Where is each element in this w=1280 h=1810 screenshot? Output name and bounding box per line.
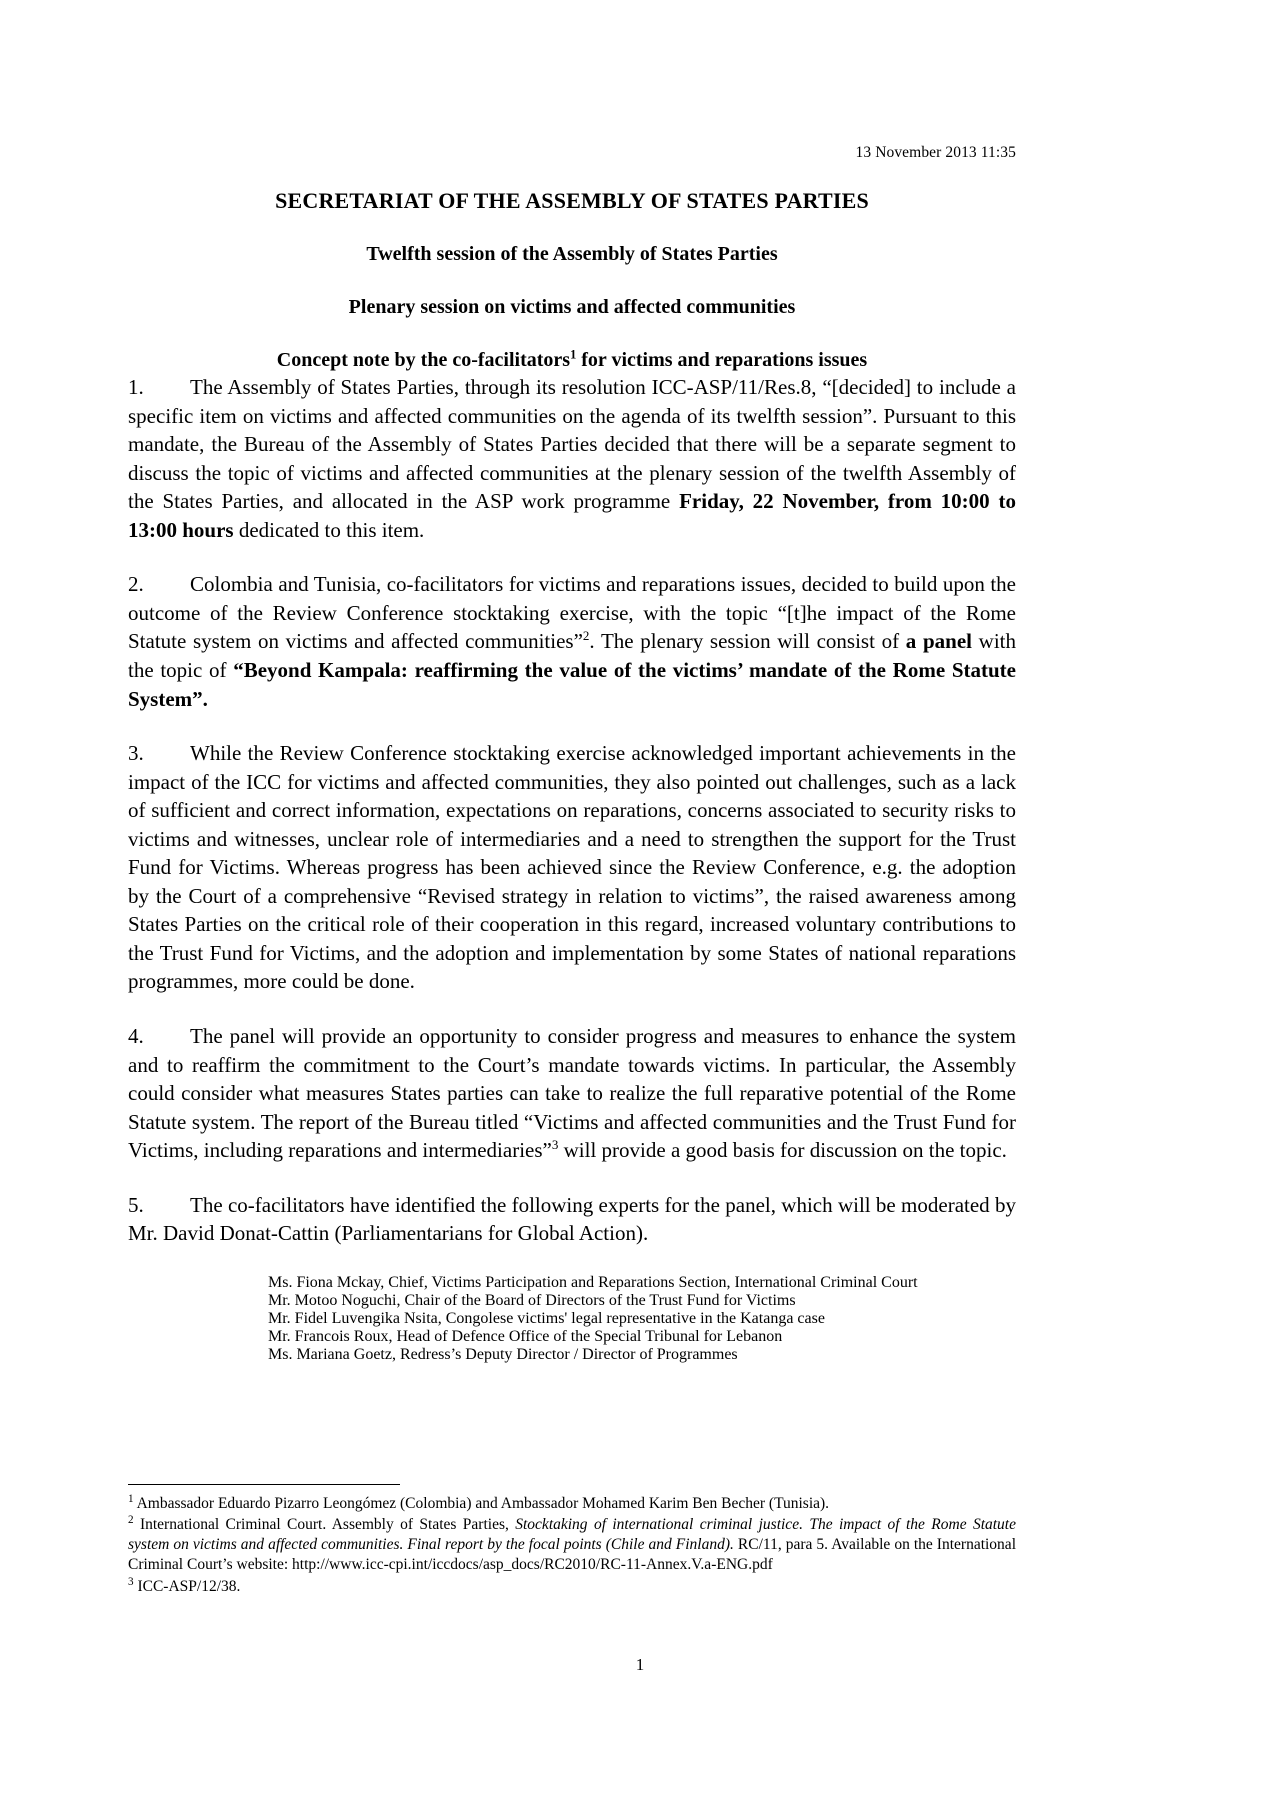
emphasis-bold: “Beyond Kampala: reaffirming the value of the victims’ mandate of the Rome Statute System”. — [128, 658, 1016, 711]
expert-list-item: Ms. Fiona Mckay, Chief, Victims Participation and Reparations Section, International Criminal Court — [268, 1273, 918, 1291]
session-subtitle: Twelfth session of the Assembly of States Parties — [366, 243, 778, 266]
text-run: Colombia and Tunisia, co-facilitators for victims and reparations issues, decided to build upon the outcome of the Review Conference stocktaking exercise, with the topic “[t]he impact of the Rome Statute system on victims and affected communities” — [128, 572, 1016, 654]
footnote-marker: 2 — [128, 1513, 134, 1526]
text-run: The co-facilitators have identified the following experts for the panel, which will be moderated by Mr. David Donat-Cattin (Parliamentarians for Global Action). — [128, 1192, 1016, 1246]
concept-note-text-before: Concept note by the co-facilitators — [276, 349, 571, 372]
document-body — [128, 0, 1016, 1364]
paragraph-2 — [128, 570, 1016, 713]
text-run: . The plenary session will consist of — [589, 629, 906, 654]
plenary-subtitle: Plenary session on victims and affected communities — [348, 296, 796, 319]
paragraph-4 — [128, 1022, 1016, 1165]
footnote-1 — [128, 1494, 1016, 1514]
footnote-separator — [128, 1484, 400, 1485]
expert-list-item: Ms. Mariana Goetz, Redress’s Deputy Director / Director of Programmes — [268, 1345, 738, 1363]
text-run: dedicated to this item. — [233, 517, 425, 542]
text-run: will provide a good basis for discussion on the topic. — [558, 1138, 1007, 1163]
expert-list-item: Mr. Francois Roux, Head of Defence Office of the Special Tribunal for Lebanon — [268, 1327, 783, 1345]
emphasis-italic: Stocktaking of international criminal justice. The impact of the Rome Statute system on victims and affected communities. Final report by the focal points (Chile and Finland). — [128, 1516, 1016, 1554]
footnote-ref-2: 2 — [582, 628, 590, 644]
paragraph-number: 5. — [128, 1192, 144, 1217]
text-run: The Assembly of States Parties, through its resolution ICC-ASP/11/Res.8, “[decided] to include a specific item on victims and affected communities on the agenda of its twelfth session”. Pursuant to this mandate, the Bureau of the Assembly of States Parties decided that there will be a separate segment to discuss the topic of victims and affected communities at the plenary session of the twelfth Assembly of the States Parties, and allocated in the ASP work programme — [128, 375, 1016, 514]
paragraph-number: 2. — [128, 572, 144, 597]
concept-note-text-after: for victims and reparations issues — [576, 349, 868, 372]
page-title: SECRETARIAT OF THE ASSEMBLY OF STATES PARTIES — [275, 187, 869, 213]
text-run: International Criminal Court. Assembly of States Parties, — [133, 1516, 516, 1534]
paragraph-1 — [128, 373, 1016, 544]
footnote-3 — [128, 1577, 1016, 1597]
emphasis-bold: a panel — [905, 629, 972, 654]
paragraph-number: 4. — [128, 1024, 144, 1049]
footnote-marker: 1 — [128, 1492, 134, 1505]
expert-list — [268, 1274, 1016, 1364]
text-run: Ambassador Eduardo Pizarro Leongómez (Colombia) and Ambassador Mohamed Karim Ben Becher (Tunisia). — [133, 1495, 830, 1512]
footnote-list — [128, 1494, 1016, 1597]
text-run: While the Review Conference stocktaking exercise acknowledged important achievements in the impact of the ICC for victims and affected communities, they also pointed out challenges, such as a lack of sufficient and correct information, expectations on reparations, concerns associated to security risks to victims and witnesses, unclear role of intermediaries and a need to strengthen the support for the Trust Fund for Victims. Whereas progress has been achieved since the Review Conference, e.g. the adoption by the Court of a comprehensive “Revised strategy in relation to victims”, the raised awareness among States Parties on the critical role of their cooperation in this regard, increased voluntary contributions to the Trust Fund for Victims, and the adoption and implementation by some States of national reparations programmes, more could be done. — [128, 741, 1016, 994]
text-run: RC/11, para 5. Available on the International Criminal Court’s website: http://www.icc-cpi.int/iccdocs/asp_docs/RC2010/RC-11-Annex.V.a-ENG.pdf — [128, 1536, 1016, 1574]
paragraph-list — [128, 373, 1016, 1248]
paragraph-number: 1. — [128, 375, 144, 400]
title-block — [128, 187, 1016, 374]
paragraph-3 — [128, 739, 1016, 996]
footnote-2 — [128, 1515, 1016, 1575]
footnote-marker: 3 — [128, 1575, 134, 1588]
document-header-date: 13 November 2013 11:35 — [855, 144, 1016, 161]
expert-list-item: Mr. Motoo Noguchi, Chair of the Board of Directors of the Trust Fund for Victims — [268, 1291, 796, 1309]
text-run: with the topic of — [128, 629, 1016, 683]
concept-note-subtitle — [128, 348, 1016, 373]
text-run: The panel will provide an opportunity to consider progress and measures to enhance the system and to reaffirm the commitment to the Court’s mandate towards victims. In particular, the Assembly could consider what measures States parties can take to realize the full reparative potential of the Rome Statute system. The report of the Bureau titled “Victims and affected communities and the Trust Fund for Victims, including reparations and intermediaries” — [128, 1024, 1016, 1163]
expert-list-item: Mr. Fidel Luvengika Nsita, Congolese victims' legal representative in the Katanga case — [268, 1309, 825, 1327]
paragraph-number: 3. — [128, 741, 144, 766]
paragraph-5 — [128, 1191, 1016, 1248]
emphasis-bold: Friday, 22 November, from 10:00 to 13:00 hours — [128, 489, 1016, 542]
text-run: ICC-ASP/12/38. — [133, 1577, 241, 1595]
footnote-ref-3: 3 — [551, 1137, 559, 1153]
footnote-area — [128, 1484, 1016, 1598]
footnote-ref-1: 1 — [570, 347, 577, 362]
page-number: 1 — [635, 1655, 645, 1674]
